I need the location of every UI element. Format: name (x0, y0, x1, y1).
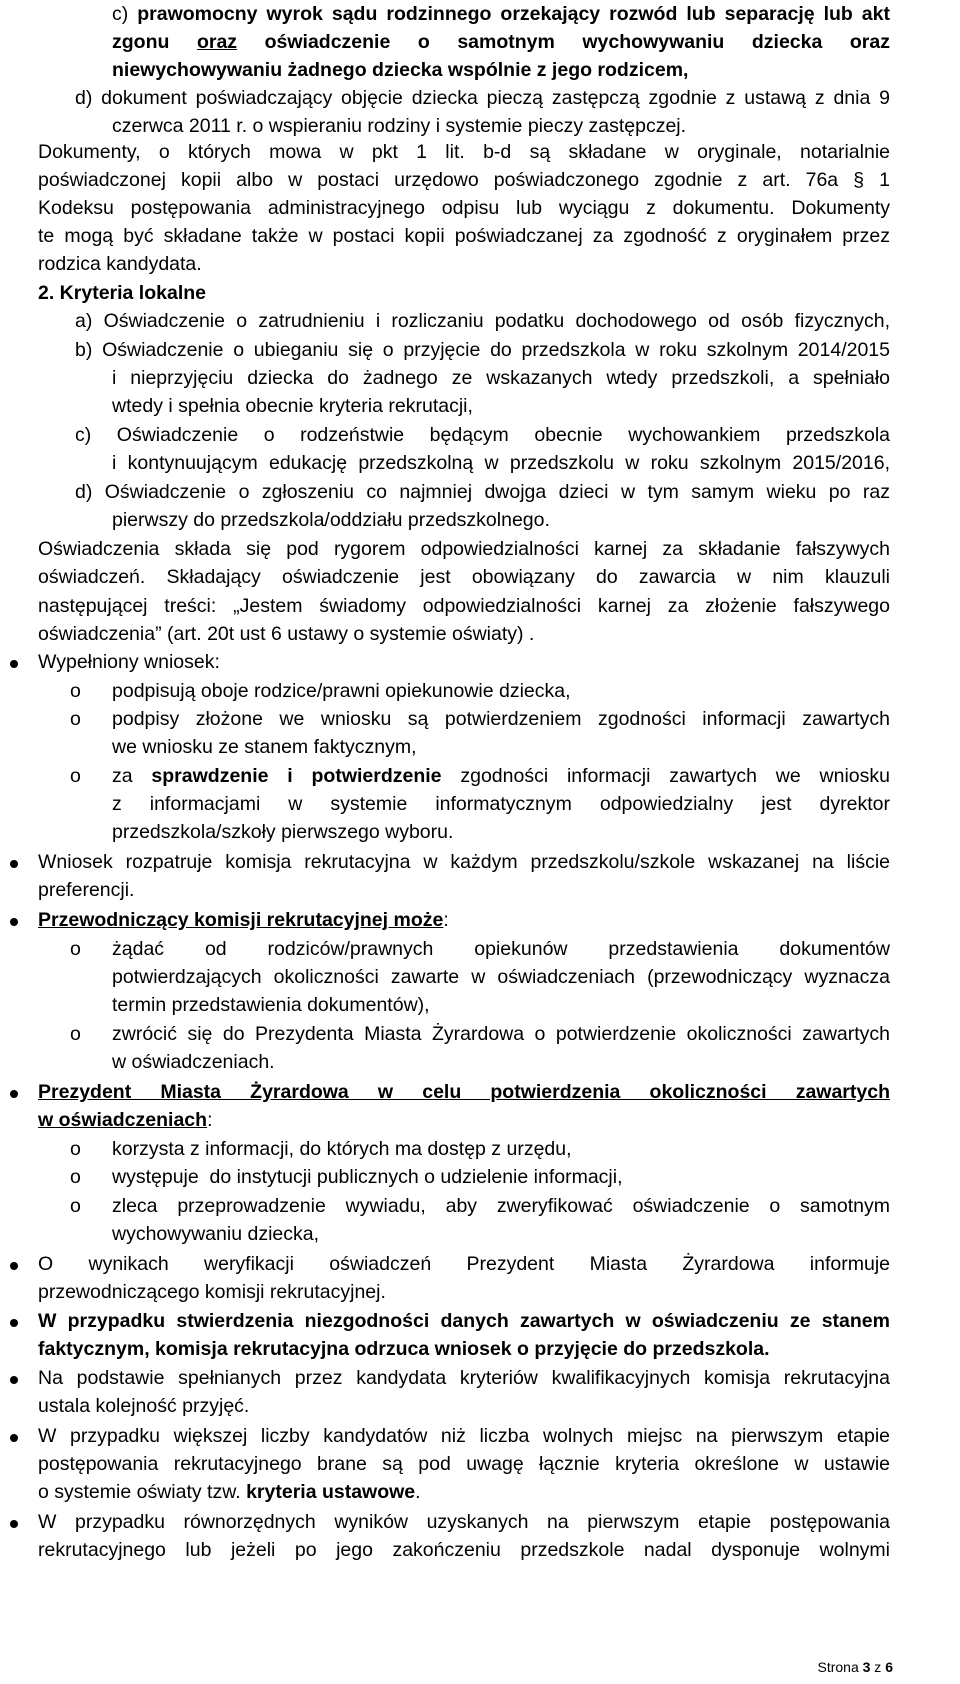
text-run: następującej treści: „Jestem świadomy odpowiedzialności karnej za złożenie fałszywego (38, 595, 890, 617)
text-line (0, 478, 960, 506)
paragraph-text (38, 1478, 421, 1506)
paragraph-text (38, 138, 890, 166)
text-run: przedszkola/szkoły pierwszego wyboru. (112, 821, 454, 843)
text-line (0, 449, 960, 477)
text-run: a) Oświadczenie o zatrudnieniu i rozliczaniu podatku dochodowego od osób fizycznych, (75, 310, 890, 332)
text-run: Wniosek rozpatruje komisja rekrutacyjna w każdym przedszkolu/szkole wskazanej na liście (38, 851, 890, 873)
paragraph-text (112, 677, 571, 705)
text-run: o systemie oświaty tzw. (38, 1481, 247, 1503)
text-line (0, 705, 960, 733)
paragraph-text (38, 1307, 890, 1335)
text-run: z informacjami w systemie informatycznym odpowiedzialny jest dyrektor (112, 793, 890, 815)
text-line (0, 1478, 960, 1506)
paragraph-text (112, 935, 890, 963)
text-line (0, 592, 960, 620)
text-run: podpisy złożone we wniosku są potwierdzeniem zgodności informacji zawartych (112, 708, 890, 730)
text-run: Wypełniony wniosek: (38, 651, 220, 673)
text-line (0, 620, 960, 648)
paragraph-text (38, 1422, 890, 1450)
text-line (0, 876, 960, 904)
text-run: c) Oświadczenie o rodzeństwie będącym obecnie wychowankiem przedszkola (75, 424, 890, 446)
text-line (0, 364, 960, 392)
text-run: w oświadczeniach (38, 1109, 208, 1131)
text-run: i nieprzyjęciu dziecka do żadnego ze wskazanych wtedy przedszkoli, a spełniało (112, 367, 890, 389)
bullet-icon (10, 1434, 18, 1442)
paragraph-text (75, 478, 890, 506)
text-run: 3 (862, 1659, 871, 1675)
text-line (0, 336, 960, 364)
text-run: wychowywaniu dziecka, (112, 1223, 320, 1245)
text-line (0, 1250, 960, 1278)
text-run: 6 (885, 1659, 893, 1675)
text-run: Oświadczenia składa się pod rygorem odpowiedzialności karnej za składanie fałszywych (38, 538, 890, 560)
text-line (0, 194, 960, 222)
text-run: W przypadku równorzędnych wyników uzyskanych na pierwszym etapie postępowania (38, 1511, 890, 1533)
paragraph-text (38, 279, 206, 307)
bullet-icon (10, 1262, 18, 1270)
text-line (0, 1192, 960, 1220)
text-run: d) Oświadczenie o zgłoszeniu co najmniej dwojga dzieci w tym samym wieku po raz (75, 481, 890, 503)
text-run: z (870, 1659, 886, 1675)
text-line (0, 1163, 960, 1191)
bullet-icon (10, 918, 18, 926)
paragraph-text (112, 392, 473, 420)
paragraph-text (38, 1508, 890, 1536)
text-line (0, 935, 960, 963)
paragraph-text (112, 449, 890, 477)
paragraph-text (112, 963, 890, 991)
text-line (0, 138, 960, 166)
paragraph-text (38, 1450, 890, 1478)
text-run: Na podstawie spełnianych przez kandydata kryteriów kwalifikacyjnych komisja rekrutacyjna (38, 1367, 890, 1389)
paragraph-text (112, 1020, 890, 1048)
text-line (0, 307, 960, 335)
text-run: oraz (196, 31, 238, 53)
bullet-icon (10, 1319, 18, 1327)
paragraph-text (38, 250, 202, 278)
text-run: postępowania rekrutacyjnego brane są pod uwagę łącznie kryteria określone w ustawie (38, 1453, 890, 1475)
text-run: Dokumenty, o których mowa w pkt 1 lit. b-d są składane w oryginale, notarialnie (38, 141, 890, 163)
paragraph-text (38, 648, 220, 676)
text-line (0, 28, 960, 56)
paragraph-text (38, 1536, 890, 1564)
text-run: : (443, 909, 449, 931)
text-line (0, 0, 960, 28)
text-line (0, 1135, 960, 1163)
text-run: W przypadku stwierdzenia niezgodności danych zawartych w oświadczeniu ze stanem (38, 1310, 890, 1332)
circle-bullet-icon: o (70, 1023, 81, 1045)
text-line (0, 677, 960, 705)
text-line (0, 1220, 960, 1248)
paragraph-text (38, 1335, 770, 1363)
paragraph-text (38, 1078, 890, 1106)
text-line (0, 1392, 960, 1420)
text-line (0, 112, 960, 140)
text-line (0, 279, 960, 307)
text-line (0, 762, 960, 790)
text-line (0, 1450, 960, 1478)
text-run: rekrutacyjnego lub jeżeli po jego zakończeniu przedszkole nadal dysponuje wolnymi (38, 1539, 890, 1561)
text-line (0, 963, 960, 991)
paragraph-text (75, 307, 890, 335)
paragraph-text (112, 818, 453, 846)
text-line (0, 733, 960, 761)
paragraph-text (38, 592, 890, 620)
paragraph-text (38, 1364, 890, 1392)
paragraph-text (112, 28, 890, 56)
paragraph-text (112, 762, 890, 790)
paragraph-text (112, 991, 430, 1019)
paragraph-text (38, 1106, 212, 1134)
text-run: kryteria ustawowe (246, 1481, 416, 1503)
paragraph-text (112, 705, 890, 733)
text-run: termin przedstawienia dokumentów), (112, 994, 430, 1016)
text-run: we wniosku ze stanem faktycznym, (112, 736, 417, 758)
text-run: żądać od rodziców/prawnych opiekunów przedstawienia dokumentów (112, 938, 890, 960)
text-run: i kontynuującym edukację przedszkolną w przedszkolu w roku szkolnym 2015/2016, (112, 452, 890, 474)
bullet-icon (10, 660, 18, 668)
paragraph-text (38, 906, 449, 934)
text-run: 2. Kryteria lokalne (38, 282, 206, 304)
page-number (817, 1658, 893, 1676)
text-line (0, 1364, 960, 1392)
paragraph-text (112, 1135, 572, 1163)
paragraph-text (38, 222, 890, 250)
paragraph-text (112, 0, 890, 28)
bullet-icon (10, 860, 18, 868)
paragraph-text (75, 336, 890, 364)
circle-bullet-icon: o (70, 938, 81, 960)
bullet-icon (10, 1090, 18, 1098)
text-run: sprawdzenie i potwierdzenie (151, 765, 442, 787)
paragraph-text (75, 84, 890, 112)
text-line (0, 1422, 960, 1450)
text-line (0, 421, 960, 449)
circle-bullet-icon: o (70, 1166, 81, 1188)
paragraph-text (112, 1163, 623, 1191)
paragraph-text (38, 535, 890, 563)
paragraph-text (38, 563, 890, 591)
text-line (0, 1020, 960, 1048)
text-run: w oświadczeniach. (112, 1051, 275, 1073)
paragraph-text (38, 1278, 386, 1306)
paragraph-text (112, 1048, 275, 1076)
text-run: zwrócić się do Prezydenta Miasta Żyrardowa o potwierdzenie okoliczności zawartych (112, 1023, 890, 1045)
text-line (0, 1078, 960, 1106)
text-line (0, 506, 960, 534)
text-run: preferencji. (38, 879, 135, 901)
paragraph-text (38, 166, 890, 194)
text-run: oświadczenia” (art. 20t ust 6 ustawy o systemie oświaty) . (38, 623, 535, 645)
text-run: Prezydent Miasta Żyrardowa w celu potwierdzenia okoliczności zawartych (38, 1081, 890, 1103)
paragraph-text (38, 848, 890, 876)
text-line (0, 991, 960, 1019)
text-run: poświadczonej kopii albo w postaci urzędowo poświadczonego zgodnie z art. 76a § 1 (38, 169, 890, 191)
paragraph-text (112, 1220, 319, 1248)
text-run: faktycznym, komisja rekrutacyjna odrzuca wniosek o przyjęcie do przedszkola. (38, 1338, 770, 1360)
text-run: podpisują oboje rodzice/prawni opiekunowie dziecka, (112, 680, 571, 702)
text-line (0, 1536, 960, 1564)
text-line (0, 563, 960, 591)
circle-bullet-icon: o (70, 1195, 81, 1217)
text-line (0, 1048, 960, 1076)
paragraph-text (112, 1192, 890, 1220)
text-line (0, 1106, 960, 1134)
text-line (0, 818, 960, 846)
paragraph-text (112, 506, 550, 534)
text-run: zgodności informacji zawartych we wniosku (441, 765, 890, 787)
text-line (0, 1335, 960, 1363)
text-line (0, 906, 960, 934)
text-run: potwierdzających okoliczności zawarte w oświadczeniach (przewodniczący wyznacza (112, 966, 890, 988)
text-run: c) (112, 3, 138, 25)
text-run: ustala kolejność przyjęć. (38, 1395, 250, 1417)
text-line (0, 166, 960, 194)
bullet-icon (10, 1376, 18, 1384)
text-run: zleca przeprowadzenie wywiadu, aby zweryfikować oświadczenie o samotnym (112, 1195, 890, 1217)
text-run: oświadczenie o samotnym wychowywaniu dziecka oraz (237, 31, 890, 53)
text-run: zgonu (112, 31, 197, 53)
text-line (0, 56, 960, 84)
text-line (0, 1508, 960, 1536)
text-run: d) dokument poświadczający objęcie dziecka pieczą zastępczą zgodnie z ustawą z dnia 9 (75, 87, 890, 109)
paragraph-text (38, 194, 890, 222)
text-run: b) Oświadczenie o ubieganiu się o przyjęcie do przedszkola w roku szkolnym 2014/2015 (75, 339, 890, 361)
paragraph-text (75, 421, 890, 449)
text-run: za (112, 765, 152, 787)
text-run: Kodeksu postępowania administracyjnego odpisu lub wyciągu z dokumentu. Dokumenty (38, 197, 890, 219)
text-run: wtedy i spełnia obecnie kryteria rekrutacji, (112, 395, 473, 417)
text-run: W przypadku większej liczby kandydatów niż liczba wolnych miejsc na pierwszym etapie (38, 1425, 890, 1447)
text-run: rodzica kandydata. (38, 253, 202, 275)
paragraph-text (38, 1250, 890, 1278)
paragraph-text (38, 1392, 249, 1420)
circle-bullet-icon: o (70, 680, 81, 702)
paragraph-text (112, 56, 688, 84)
text-run: Strona (817, 1659, 863, 1675)
text-run: O wynikach weryfikacji oświadczeń Prezydent Miasta Żyrardowa informuje (38, 1253, 890, 1275)
text-run: te mogą być składane także w postaci kopii poświadczanej za zgodność z oryginałem przez (38, 225, 890, 247)
text-run: czerwca 2011 r. o wspieraniu rodziny i systemie pieczy zastępczej. (112, 115, 687, 137)
circle-bullet-icon: o (70, 708, 81, 730)
text-line (0, 790, 960, 818)
text-run: prawomocny wyrok sądu rodzinnego orzekający rozwód lub separację lub akt (137, 3, 890, 25)
text-line (0, 222, 960, 250)
paragraph-text (112, 364, 890, 392)
text-line (0, 535, 960, 563)
paragraph-text (38, 620, 534, 648)
text-run: oświadczeń. Składający oświadczenie jest obowiązany do zawarcia w nim klauzuli (38, 566, 890, 588)
text-line (0, 1278, 960, 1306)
paragraph-text (112, 790, 890, 818)
text-run: niewychowywaniu żadnego dziecka wspólnie z jego rodzicem, (112, 59, 689, 81)
text-line (0, 84, 960, 112)
text-line (0, 1307, 960, 1335)
text-run: pierwszy do przedszkola/oddziału przedszkolnego. (112, 509, 550, 531)
bullet-icon (10, 1520, 18, 1528)
text-run: . (415, 1481, 421, 1503)
text-line (0, 648, 960, 676)
paragraph-text (38, 876, 134, 904)
paragraph-text (112, 112, 686, 140)
text-line (0, 848, 960, 876)
text-run: występuje do instytucji publicznych o udzielenie informacji, (112, 1166, 623, 1188)
text-line (0, 250, 960, 278)
text-run: Przewodniczący komisji rekrutacyjnej może (38, 909, 444, 931)
text-line (0, 392, 960, 420)
text-run: przewodniczącego komisji rekrutacyjnej. (38, 1281, 386, 1303)
paragraph-text (112, 733, 417, 761)
circle-bullet-icon: o (70, 1138, 81, 1160)
text-run: korzysta z informacji, do których ma dostęp z urzędu, (112, 1138, 572, 1160)
circle-bullet-icon: o (70, 765, 81, 787)
text-run: : (207, 1109, 213, 1131)
